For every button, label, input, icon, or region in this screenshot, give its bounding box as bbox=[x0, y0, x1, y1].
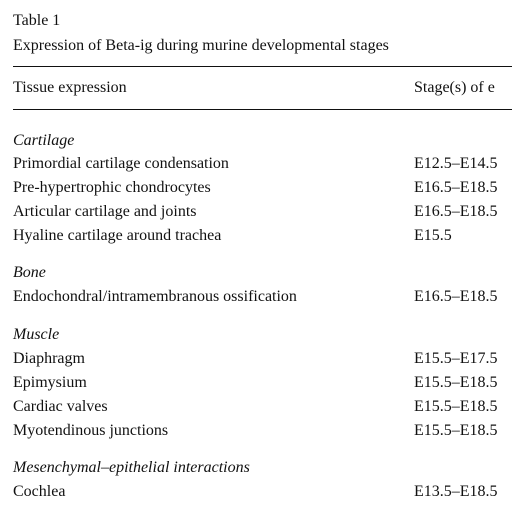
stage-cell: E13.5–E18.5 bbox=[414, 483, 498, 500]
stage-cell: E15.5–E18.5 bbox=[414, 398, 498, 415]
table-row bbox=[0, 286, 512, 308]
table-row bbox=[0, 420, 512, 442]
section-heading-row bbox=[0, 262, 512, 284]
table-row bbox=[0, 177, 512, 199]
column-header-stages: Stage(s) of e bbox=[414, 79, 495, 96]
section-heading: Cartilage bbox=[13, 132, 75, 149]
section-heading: Bone bbox=[13, 264, 46, 281]
table-row bbox=[0, 481, 512, 503]
stage-cell: E15.5–E17.5 bbox=[414, 350, 498, 367]
tissue-cell: Articular cartilage and joints bbox=[13, 203, 197, 220]
column-header-tissue-expression: Tissue expression bbox=[13, 79, 127, 96]
table-label: Table 1 bbox=[13, 12, 61, 29]
table-row bbox=[0, 372, 512, 394]
table-row bbox=[0, 396, 512, 418]
table-row bbox=[0, 201, 512, 223]
section-heading-row bbox=[0, 324, 512, 346]
tissue-cell: Primordial cartilage condensation bbox=[13, 155, 229, 172]
stage-cell: E15.5–E18.5 bbox=[414, 422, 498, 439]
stage-cell: E16.5–E18.5 bbox=[414, 179, 498, 196]
section-heading-row bbox=[0, 457, 512, 479]
tissue-cell: Epimysium bbox=[13, 374, 87, 391]
tissue-cell: Diaphragm bbox=[13, 350, 85, 367]
tissue-cell: Pre-hypertrophic chondrocytes bbox=[13, 179, 211, 196]
tissue-cell: Myotendinous junctions bbox=[13, 422, 169, 439]
tissue-cell: Hyaline cartilage around trachea bbox=[13, 227, 222, 244]
table-caption: Expression of Beta-ig during murine developmental stages bbox=[13, 37, 389, 54]
stage-cell: E15.5 bbox=[414, 227, 452, 244]
stage-cell: E12.5–E14.5 bbox=[414, 155, 498, 172]
tissue-cell: Cardiac valves bbox=[13, 398, 108, 415]
table-row bbox=[0, 153, 512, 175]
table-row bbox=[0, 348, 512, 370]
section-heading: Muscle bbox=[13, 326, 60, 343]
stage-cell: E16.5–E18.5 bbox=[414, 203, 498, 220]
stage-cell: E15.5–E18.5 bbox=[414, 374, 498, 391]
table-row bbox=[0, 225, 512, 247]
section-heading: Mesenchymal–epithelial interactions bbox=[13, 459, 250, 476]
stage-cell: E16.5–E18.5 bbox=[414, 288, 498, 305]
section-heading-row bbox=[0, 130, 512, 152]
tissue-cell: Endochondral/intramembranous ossification bbox=[13, 288, 297, 305]
tissue-cell: Cochlea bbox=[13, 483, 66, 500]
